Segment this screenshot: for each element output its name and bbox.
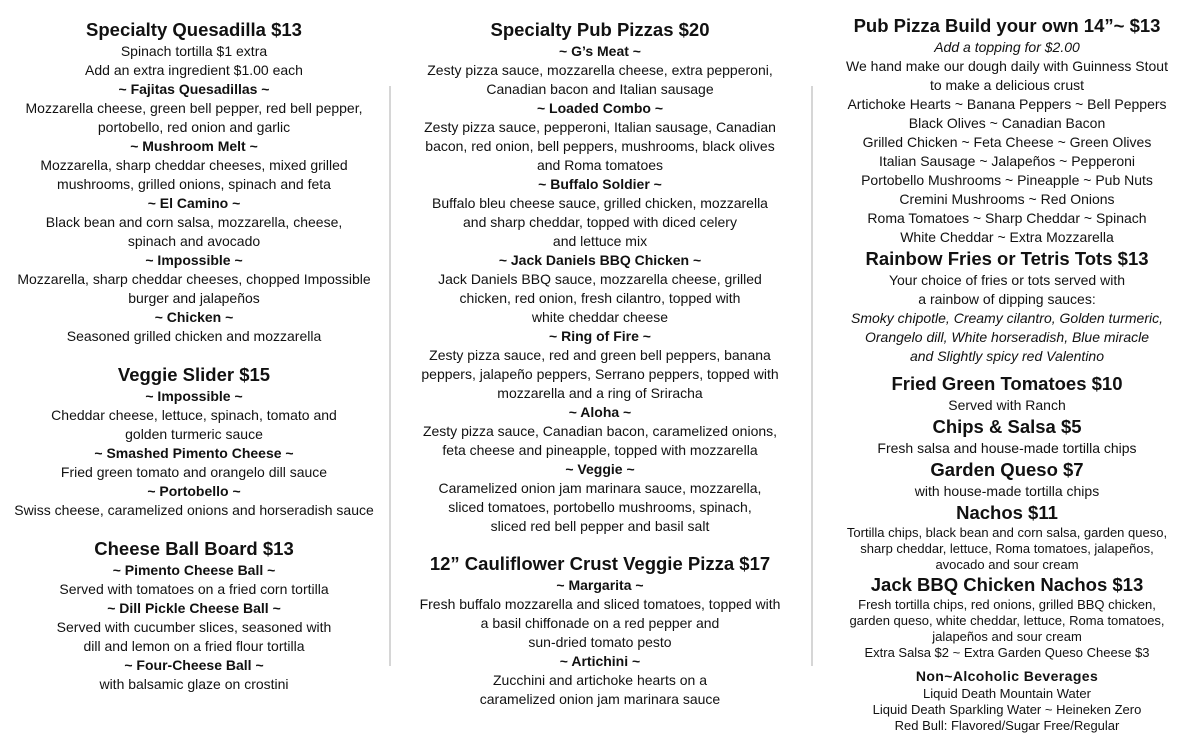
item-name: ~ Veggie ~ bbox=[565, 461, 635, 477]
item-desc: with house-made tortilla chips bbox=[914, 483, 1100, 499]
garden-queso-section bbox=[824, 458, 1190, 501]
item-desc: Jack Daniels BBQ sauce, mozzarella cheese, grilled bbox=[438, 271, 762, 287]
item-name: ~ Four-Cheese Ball ~ bbox=[124, 657, 264, 673]
item-desc: jalapeños and sour cream bbox=[932, 629, 1082, 644]
item-desc: Seasoned grilled chicken and mozzarella bbox=[66, 328, 322, 344]
beverage-line: Liquid Death Mountain Water bbox=[923, 686, 1091, 701]
item-desc: Served with cucumber slices, seasoned with bbox=[56, 619, 332, 635]
section-title: Specialty Quesadilla $13 bbox=[86, 19, 302, 40]
nachos-section bbox=[824, 501, 1190, 573]
spacer bbox=[400, 536, 800, 552]
beverage-line: Red Bull: Flavored/Sugar Free/Regular bbox=[894, 718, 1120, 733]
chips-salsa-section bbox=[824, 415, 1190, 458]
item-desc: sun-dried tomato pesto bbox=[528, 634, 672, 650]
build-your-own-pizza-section bbox=[824, 14, 1190, 247]
item-desc: Served with tomatoes on a fried corn tortilla bbox=[59, 581, 329, 597]
item-name: ~ G’s Meat ~ bbox=[559, 43, 641, 59]
item-desc: Fresh salsa and house-made tortilla chips bbox=[877, 440, 1137, 456]
item-desc: bacon, red onion, bell peppers, mushrooms, black olives bbox=[425, 138, 775, 154]
section-title: Cheese Ball Board $13 bbox=[94, 538, 294, 559]
menu-column-right bbox=[824, 14, 1190, 734]
section-title: Nachos $11 bbox=[956, 502, 1058, 523]
sauce-line: and Slightly spicy red Valentino bbox=[909, 348, 1105, 364]
item-name: ~ Buffalo Soldier ~ bbox=[538, 176, 662, 192]
item-desc: Mozzarella, sharp cheddar cheeses, mixed grilled bbox=[40, 157, 348, 173]
item-desc: Zesty pizza sauce, red and green bell peppers, banana bbox=[429, 347, 771, 363]
item-name: ~ Jack Daniels BBQ Chicken ~ bbox=[498, 252, 702, 268]
item-desc: avocado and sour cream bbox=[935, 557, 1079, 572]
beverage-line: Liquid Death Sparkling Water ~ Heineken Zero bbox=[872, 702, 1142, 717]
item-desc: Black bean and corn salsa, mozzarella, cheese, bbox=[45, 214, 343, 230]
topping-line: Portobello Mushrooms ~ Pineapple ~ Pub Nuts bbox=[861, 172, 1153, 188]
cauliflower-pizza-section bbox=[400, 552, 800, 709]
item-name: ~ Portobello ~ bbox=[147, 483, 241, 499]
cheese-ball-section bbox=[6, 537, 382, 694]
item-desc: a basil chiffonade on a red pepper and bbox=[480, 615, 720, 631]
item-name: ~ Mushroom Melt ~ bbox=[130, 138, 258, 154]
section-title: Chips & Salsa $5 bbox=[932, 416, 1082, 437]
topping-line: Roma Tomatoes ~ Sharp Cheddar ~ Spinach bbox=[867, 210, 1147, 226]
item-name: ~ Smashed Pimento Cheese ~ bbox=[94, 445, 294, 461]
topping-line: Grilled Chicken ~ Feta Cheese ~ Green Olives bbox=[862, 134, 1152, 150]
item-name: ~ Aloha ~ bbox=[568, 404, 632, 420]
item-desc: sharp cheddar, lettuce, Roma tomatoes, jalapeños, bbox=[860, 541, 1154, 556]
section-title: 12” Cauliflower Crust Veggie Pizza $17 bbox=[429, 553, 771, 574]
item-name: ~ Ring of Fire ~ bbox=[549, 328, 651, 344]
item-desc: Fresh tortilla chips, red onions, grilled BBQ chicken, bbox=[858, 597, 1156, 612]
sauce-line: Smoky chipotle, Creamy cilantro, Golden turmeric, bbox=[851, 310, 1163, 326]
spacer bbox=[6, 520, 382, 537]
section-title: Garden Queso $7 bbox=[930, 459, 1084, 480]
fried-green-tomatoes-section bbox=[824, 372, 1190, 415]
topping-line: White Cheddar ~ Extra Mozzarella bbox=[900, 229, 1114, 245]
item-name: ~ Pimento Cheese Ball ~ bbox=[112, 562, 276, 578]
section-title: Specialty Pub Pizzas $20 bbox=[490, 19, 710, 40]
section-title: Pub Pizza Build your own 14”~ $13 bbox=[853, 15, 1161, 36]
item-desc: burger and jalapeños bbox=[128, 290, 260, 306]
item-desc: with balsamic glaze on crostini bbox=[99, 676, 289, 692]
item-desc: peppers, jalapeño peppers, Serrano peppers, topped with bbox=[421, 366, 779, 382]
item-name: ~ El Camino ~ bbox=[147, 195, 241, 211]
bbq-nachos-section bbox=[824, 573, 1190, 661]
fries-line: a rainbow of dipping sauces: bbox=[918, 291, 1096, 307]
beverages-section bbox=[824, 667, 1190, 734]
fries-tots-section bbox=[824, 247, 1190, 366]
item-desc: sliced red bell pepper and basil salt bbox=[490, 518, 710, 534]
build-line: to make a delicious crust bbox=[929, 77, 1085, 93]
menu-column-center bbox=[400, 18, 800, 709]
section-title: Fried Green Tomatoes $10 bbox=[891, 373, 1123, 394]
note: Add an extra ingredient $1.00 each bbox=[85, 62, 303, 78]
item-desc: Caramelized onion jam marinara sauce, mozzarella, bbox=[438, 480, 762, 496]
item-desc: sliced tomatoes, portobello mushrooms, spinach, bbox=[448, 499, 752, 515]
column-divider bbox=[811, 86, 813, 666]
item-name: ~ Chicken ~ bbox=[154, 309, 234, 325]
item-desc: golden turmeric sauce bbox=[125, 426, 263, 442]
item-desc: Cheddar cheese, lettuce, spinach, tomato and bbox=[51, 407, 337, 423]
item-name: ~ Artichini ~ bbox=[559, 653, 641, 669]
item-desc: Fried green tomato and orangelo dill sauce bbox=[60, 464, 328, 480]
section-title: Rainbow Fries or Tetris Tots $13 bbox=[865, 248, 1149, 269]
item-desc: garden queso, white cheddar, lettuce, Roma tomatoes, bbox=[849, 613, 1165, 628]
topping-line: Black Olives ~ Canadian Bacon bbox=[908, 115, 1106, 131]
item-name: ~ Margarita ~ bbox=[556, 577, 644, 593]
item-desc: Canadian bacon and Italian sausage bbox=[486, 81, 714, 97]
note: Spinach tortilla $1 extra bbox=[120, 43, 268, 59]
item-desc: Mozzarella cheese, green bell pepper, red bell pepper, bbox=[25, 100, 363, 116]
item-desc: spinach and avocado bbox=[127, 233, 261, 249]
item-name: ~ Impossible ~ bbox=[145, 388, 243, 404]
item-desc: Served with Ranch bbox=[948, 397, 1066, 413]
item-desc: and sharp cheddar, topped with diced celery bbox=[463, 214, 737, 230]
item-desc: Buffalo bleu cheese sauce, grilled chicken, mozzarella bbox=[432, 195, 768, 211]
topping-line: Cremini Mushrooms ~ Red Onions bbox=[899, 191, 1115, 207]
item-desc: Zesty pizza sauce, Canadian bacon, caramelized onions, bbox=[422, 423, 778, 439]
veggie-slider-section bbox=[6, 363, 382, 520]
item-desc: chicken, red onion, fresh cilantro, topped with bbox=[459, 290, 741, 306]
topping-line: Artichoke Hearts ~ Banana Peppers ~ Bell Peppers bbox=[847, 96, 1167, 112]
extras-line: Extra Salsa $2 ~ Extra Garden Queso Cheese $3 bbox=[864, 645, 1150, 660]
item-desc: and lettuce mix bbox=[552, 233, 648, 249]
section-title: Veggie Slider $15 bbox=[117, 364, 271, 385]
item-desc: mozzarella and a ring of Sriracha bbox=[497, 385, 703, 401]
item-desc: dill and lemon on a fried flour tortilla bbox=[83, 638, 305, 654]
fries-line: Your choice of fries or tots served with bbox=[888, 272, 1126, 288]
item-desc: white cheddar cheese bbox=[531, 309, 669, 325]
item-desc: mushrooms, grilled onions, spinach and feta bbox=[57, 176, 331, 192]
section-title: Jack BBQ Chicken Nachos $13 bbox=[870, 574, 1144, 595]
section-title: Non~Alcoholic Beverages bbox=[915, 668, 1099, 684]
item-name: ~ Dill Pickle Cheese Ball ~ bbox=[107, 600, 281, 616]
item-desc: Zesty pizza sauce, pepperoni, Italian sausage, Canadian bbox=[424, 119, 776, 135]
item-desc: Tortilla chips, black bean and corn salsa, garden queso, bbox=[846, 525, 1168, 540]
item-name: ~ Fajitas Quesadillas ~ bbox=[118, 81, 270, 97]
column-divider bbox=[389, 86, 391, 666]
item-desc: Zesty pizza sauce, mozzarella cheese, extra pepperoni, bbox=[427, 62, 773, 78]
item-desc: caramelized onion jam marinara sauce bbox=[479, 691, 721, 707]
topping-price-note: Add a topping for $2.00 bbox=[934, 39, 1080, 55]
sauce-line: Orangelo dill, White horseradish, Blue miracle bbox=[864, 329, 1149, 345]
spacer bbox=[6, 346, 382, 363]
item-desc: feta cheese and pineapple, topped with mozzarella bbox=[442, 442, 758, 458]
item-desc: and Roma tomatoes bbox=[536, 157, 664, 173]
item-desc: Zucchini and artichoke hearts on a bbox=[492, 672, 707, 688]
item-desc: Swiss cheese, caramelized onions and horseradish sauce bbox=[14, 502, 374, 518]
item-desc: Mozzarella, sharp cheddar cheeses, chopped Impossible bbox=[17, 271, 371, 287]
build-line: We hand make our dough daily with Guinness Stout bbox=[846, 58, 1168, 74]
item-name: ~ Impossible ~ bbox=[145, 252, 243, 268]
menu-column-left bbox=[6, 18, 382, 694]
item-desc: portobello, red onion and garlic bbox=[97, 119, 291, 135]
item-desc: Fresh buffalo mozzarella and sliced tomatoes, topped with bbox=[419, 596, 781, 612]
item-name: ~ Loaded Combo ~ bbox=[536, 100, 663, 116]
topping-line: Italian Sausage ~ Jalapeños ~ Pepperoni bbox=[878, 153, 1136, 169]
specialty-quesadilla-section bbox=[6, 18, 382, 346]
specialty-pizzas-section bbox=[400, 18, 800, 536]
